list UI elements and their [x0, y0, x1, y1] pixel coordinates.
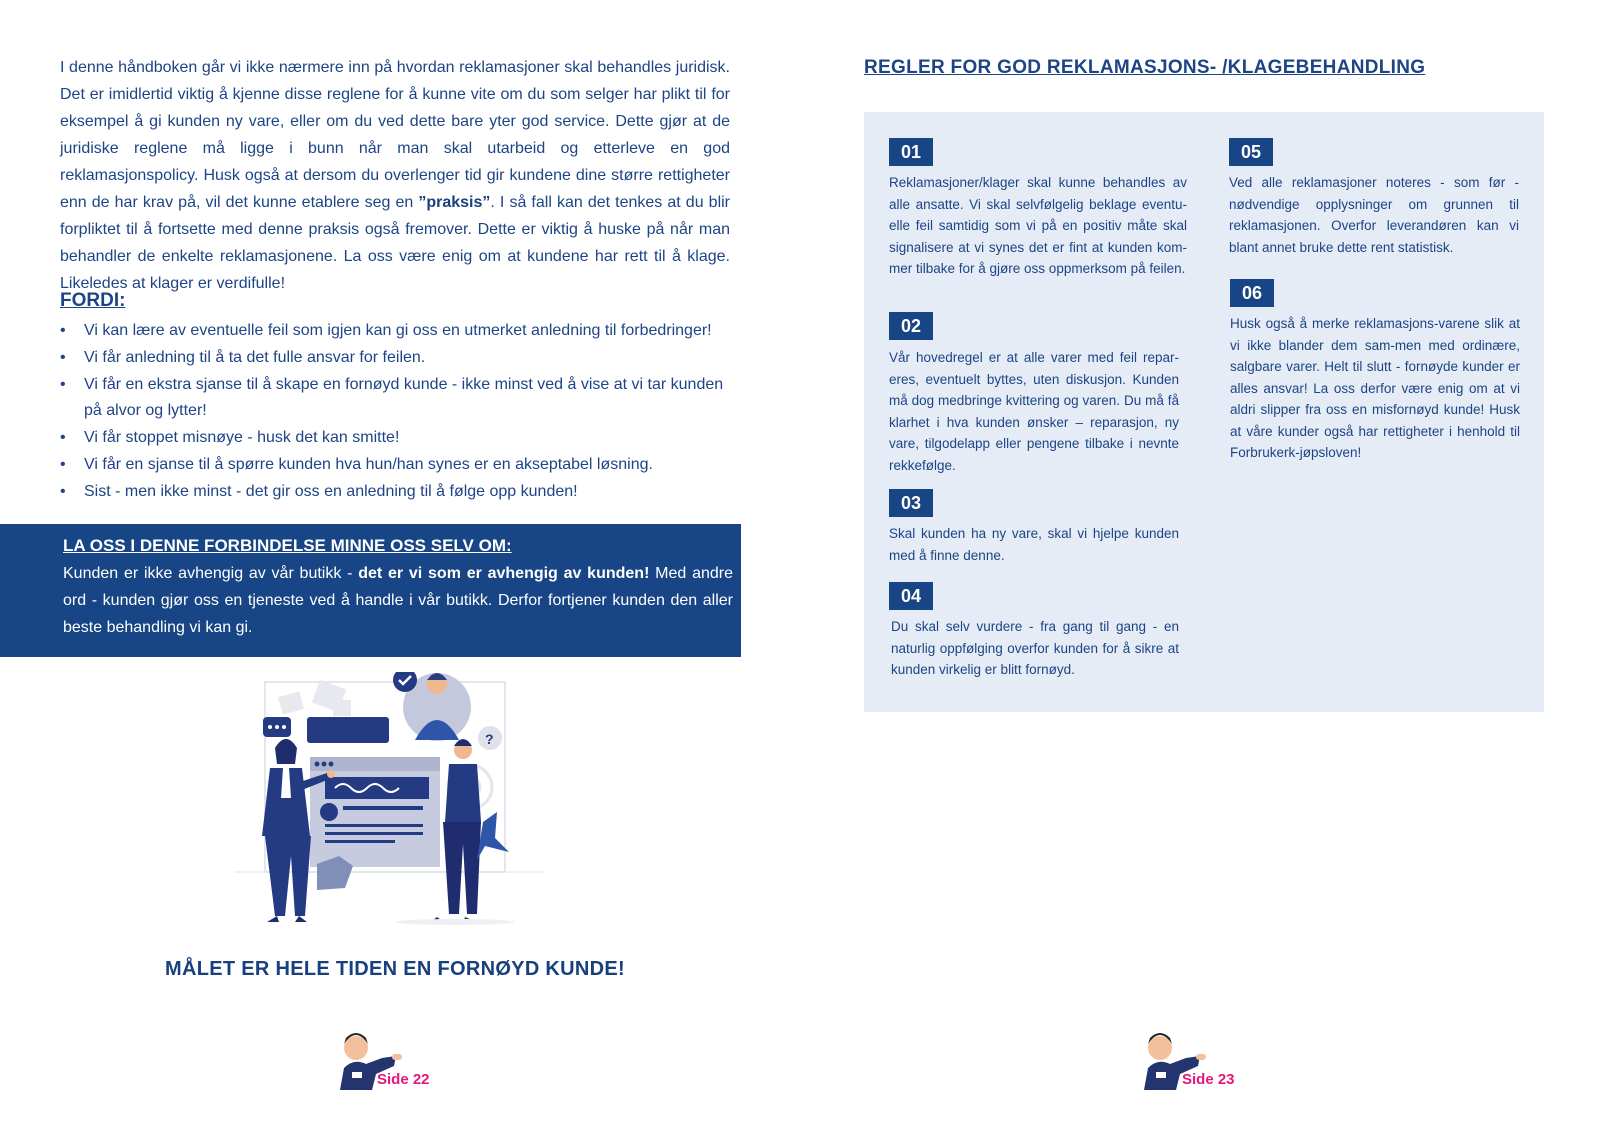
rules-panel — [864, 112, 1544, 712]
rule-text: Husk også å merke reklamasjons-varene slik at vi ikke blander dem sam-men med ordinære, salgbare varer. Helt til slutt - fornøyde kunder er alles ansvar! La oss derfor være enig om at vi aldri slipper fra oss en misfornøyd kunde! Husk at våre kunder også har rettigheter i henhold til Forbrukerk-jøpsloven! — [1230, 316, 1520, 460]
rule-number-badge: 03 — [889, 489, 933, 517]
fordi-heading: FORDI: — [60, 290, 126, 311]
rule-text: Ved alle reklamasjoner noteres - som før - nødvendige opplysninger om grunnen til reklamasjonen. Overfor leverandøren kan vi blant annet bruke dette rent statistisk. — [1229, 175, 1519, 255]
intro-text-1: I denne håndboken går vi ikke nærmere inn på hvordan reklamasjoner skal behandles juridisk. Det er imidlertid viktig å kjenne disse reglene for å kunne vite om du som selger har plikt til for eksempel å gi kunden ny vare, eller om du ved dette bare yter god service. Dette gjør at de juridiske reglene må ligge i bunn når man skal utarbeid og etterleve en god reklamasjonspolicy. Husk også at dersom du overlenger tid gir kundene dine større rettigheter enn de har krav på, vil det kunne etablere seg en — [60, 59, 730, 211]
intro-text-2: . I så fall kan det tenkes at du blir forpliktet til å fortsette med denne praksis også fremover. Dette er viktig å huske på når man behandler de enkelte reklamasjonene. La oss være enig om at kundene har rett til å klage. Likeledes at klager er verdifulle! — [60, 194, 731, 292]
list-item: • Sist - men ikke minst - det gir oss en anledning til å følge opp kunden! — [58, 479, 738, 506]
page-number-left: Side 22 — [377, 1071, 430, 1088]
support-illustration — [225, 672, 555, 962]
rule-text: Reklamasjoner/klager skal kunne behandles av alle ansatte. Vi skal selvfølgelig beklage eventu-elle feil samtidig som vi på en positiv måte skal signalisere at vi synes det er fint at kunden kom-mer tilbake for å gjøre oss oppmerksom på feilen. — [889, 175, 1187, 276]
rule-text: Skal kunden ha ny vare, skal vi hjelpe kunden med å finne denne. — [889, 526, 1179, 563]
svg-text:?: ? — [485, 731, 494, 747]
reminder-callout — [0, 524, 741, 657]
rule-number-badge: 01 — [889, 138, 933, 166]
rules-title: REGLER FOR GOD REKLAMASJONS- /KLAGEBEHANDLING — [864, 57, 1426, 78]
goal-slogan: MÅLET ER HELE TIDEN EN FORNØYD KUNDE! — [165, 958, 625, 980]
rule-number-badge: 05 — [1229, 138, 1273, 166]
callout-text: Kunden er ikke avhengig av vår butikk - det er vi som er avhengig av kunden! Med andre ord - kunden gjør oss en tjeneste ved å handle i vår butikk. Derfor fortjener kunden den aller beste behandling vi kan gi. — [63, 565, 734, 636]
rule-number-badge: 06 — [1230, 279, 1274, 307]
callout-heading: LA OSS I DENNE FORBINDELSE MINNE OSS SELV OM: — [63, 536, 512, 555]
rule-text: Du skal selv vurdere - fra gang til gang - en naturlig oppfølging overfor kunden for å sikre at kunden virkelig er blitt fornøyd. — [891, 619, 1179, 677]
list-item: • Vi får en sjanse til å spørre kunden hva hun/han synes er en akseptabel løsning. — [58, 452, 738, 479]
rule-number-badge: 02 — [889, 312, 933, 340]
page-number-right: Side 23 — [1182, 1071, 1235, 1088]
list-item: • Vi får anledning til å ta det fulle ansvar for feilen. — [58, 345, 738, 372]
rule-number-badge: 04 — [889, 582, 933, 610]
callout-bold: det er vi som er avhengig av kunden! — [358, 565, 650, 582]
list-item: • Vi kan lære av eventuelle feil som igjen kan gi oss en utmerket anledning til forbedringer! — [58, 318, 738, 345]
list-item: • Vi får stoppet misnøye - husk det kan smitte! — [58, 425, 738, 452]
list-item: • Vi får en ekstra sjanse til å skape en fornøyd kunde - ikke minst ved å vise at vi tar kunden på alvor og lytter! — [58, 372, 738, 426]
reasons-list — [58, 318, 738, 506]
intro-paragraph — [60, 54, 730, 297]
rule-text: Vår hovedregel er at alle varer med feil repar-eres, eventuelt byttes, uten diskusjon. Kunden må dog medbringe kvittering og varen. Du må få klarhet i hva kunden ønsker – reparasjon, ny vare, tilgodelapp eller pengene tilbake i nevnte rekkefølge. — [889, 350, 1179, 473]
intro-emphasis: ”praksis” — [418, 194, 491, 211]
